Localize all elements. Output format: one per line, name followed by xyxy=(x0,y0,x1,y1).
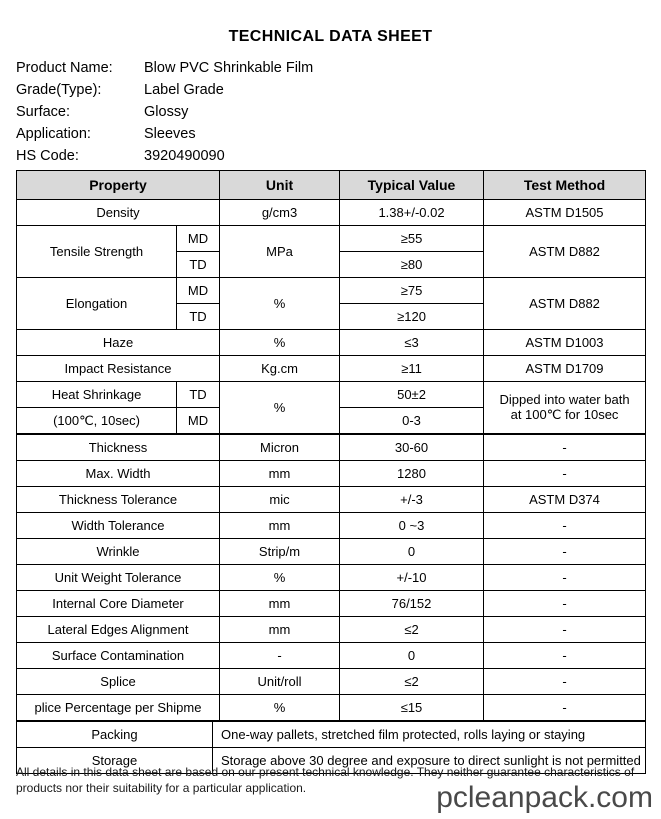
cell-sub-td-shrinkage: TD xyxy=(177,382,220,408)
cell-storage-value: Storage above 30 degree and exposure to direct sunlight is not permitted xyxy=(213,748,646,774)
cell-value: 0 xyxy=(340,643,484,669)
cell-value-density: 1.38+/-0.02 xyxy=(340,200,484,226)
page-title: TECHNICAL DATA SHEET xyxy=(228,28,433,45)
table-row xyxy=(17,487,646,513)
cell-value-impact: ≥11 xyxy=(340,356,484,382)
cell-value: ≤2 xyxy=(340,669,484,695)
meta-row-grade xyxy=(16,82,661,104)
cell-method: - xyxy=(484,591,646,617)
cell-sub-td-elongation: TD xyxy=(177,304,220,330)
meta-row-hs-code xyxy=(16,148,661,170)
cell-value: 0 ~3 xyxy=(340,513,484,539)
cell-unit: mm xyxy=(220,591,340,617)
cell-unit-elongation: % xyxy=(220,278,340,330)
cell-value-elongation-md: ≥75 xyxy=(340,278,484,304)
cell-method: - xyxy=(484,435,646,461)
table-row xyxy=(17,617,646,643)
cell-method-tensile: ASTM D882 xyxy=(484,226,646,278)
cell-value: 1280 xyxy=(340,461,484,487)
cell-unit-shrinkage: % xyxy=(220,382,340,434)
watermark-text: pcleanpack.com xyxy=(436,781,653,814)
table-row xyxy=(17,539,646,565)
table-row xyxy=(17,695,646,721)
cell-unit-haze: % xyxy=(220,330,340,356)
cell-property-haze: Haze xyxy=(17,330,220,356)
header-test-method: Test Method xyxy=(484,171,646,200)
cell-unit: mic xyxy=(220,487,340,513)
cell-property: Width Tolerance xyxy=(17,513,220,539)
cell-value-haze: ≤3 xyxy=(340,330,484,356)
cell-packing-label: Packing xyxy=(17,722,213,748)
cell-property: Thickness xyxy=(17,435,220,461)
cell-value: +/-10 xyxy=(340,565,484,591)
cell-unit: mm xyxy=(220,461,340,487)
table-row xyxy=(17,461,646,487)
table-row xyxy=(17,226,646,252)
cell-method-density: ASTM D1505 xyxy=(484,200,646,226)
cell-sub-md-tensile: MD xyxy=(177,226,220,252)
meta-label-product-name: Product Name: xyxy=(16,60,113,76)
cell-unit: Micron xyxy=(220,435,340,461)
table-row xyxy=(17,669,646,695)
cell-unit: Unit/roll xyxy=(220,669,340,695)
table-row xyxy=(17,513,646,539)
meta-row-product-name xyxy=(16,60,661,82)
cell-method-elongation: ASTM D882 xyxy=(484,278,646,330)
cell-sub-md-elongation: MD xyxy=(177,278,220,304)
table-row xyxy=(17,356,646,382)
table-row xyxy=(17,278,646,304)
cell-method: - xyxy=(484,617,646,643)
technical-data-sheet-page xyxy=(0,28,661,819)
cell-property-impact: Impact Resistance xyxy=(17,356,220,382)
cell-property: Max. Width xyxy=(17,461,220,487)
cell-method: - xyxy=(484,539,646,565)
cell-sub-td-tensile: TD xyxy=(177,252,220,278)
cell-storage-label: Storage xyxy=(17,748,213,774)
cell-property: Wrinkle xyxy=(17,539,220,565)
meta-label-surface: Surface: xyxy=(16,104,70,120)
cell-unit: % xyxy=(220,695,340,721)
table-row xyxy=(17,591,646,617)
cell-method-shrinkage xyxy=(484,382,646,434)
cell-unit-impact: Kg.cm xyxy=(220,356,340,382)
cell-property-heat-shrinkage: Heat Shrinkage xyxy=(17,382,177,408)
secondary-properties-table xyxy=(16,434,646,721)
meta-row-application xyxy=(16,126,661,148)
cell-unit: mm xyxy=(220,617,340,643)
meta-label-application: Application: xyxy=(16,126,91,142)
cell-method: - xyxy=(484,513,646,539)
table-row xyxy=(17,722,646,748)
properties-table xyxy=(16,170,646,434)
cell-unit: - xyxy=(220,643,340,669)
method-shrinkage-line2: at 100℃ for 10sec xyxy=(510,407,619,422)
cell-unit-density: g/cm3 xyxy=(220,200,340,226)
product-meta-block xyxy=(16,60,661,170)
cell-value-shrinkage-md: 0-3 xyxy=(340,408,484,434)
cell-value: 30-60 xyxy=(340,435,484,461)
cell-method-haze: ASTM D1003 xyxy=(484,330,646,356)
meta-value-grade: Label Grade xyxy=(144,82,224,98)
cell-method: - xyxy=(484,695,646,721)
cell-value: ≤2 xyxy=(340,617,484,643)
cell-unit: % xyxy=(220,565,340,591)
table-row xyxy=(17,330,646,356)
cell-value: ≤15 xyxy=(340,695,484,721)
cell-unit: Strip/m xyxy=(220,539,340,565)
table-row xyxy=(17,382,646,408)
cell-method: - xyxy=(484,565,646,591)
cell-unit-tensile: MPa xyxy=(220,226,340,278)
cell-property-heat-shrinkage-cond: (100℃, 10sec) xyxy=(17,408,177,434)
cell-method: - xyxy=(484,461,646,487)
table-row xyxy=(17,565,646,591)
table-header-row xyxy=(17,171,646,200)
method-shrinkage-line1: Dipped into water bath xyxy=(499,392,630,407)
cell-sub-md-shrinkage: MD xyxy=(177,408,220,434)
cell-property-density: Density xyxy=(17,200,220,226)
meta-value-product-name: Blow PVC Shrinkable Film xyxy=(144,60,314,76)
table-row xyxy=(17,435,646,461)
cell-value-shrinkage-td: 50±2 xyxy=(340,382,484,408)
meta-value-hs-code: 3920490090 xyxy=(144,148,225,164)
cell-packing-value: One-way pallets, stretched film protected, rolls laying or staying xyxy=(213,722,646,748)
cell-method: - xyxy=(484,643,646,669)
cell-value-tensile-md: ≥55 xyxy=(340,226,484,252)
cell-method: - xyxy=(484,669,646,695)
cell-value: +/-3 xyxy=(340,487,484,513)
cell-value-elongation-td: ≥120 xyxy=(340,304,484,330)
cell-property: Unit Weight Tolerance xyxy=(17,565,220,591)
cell-property: Lateral Edges Alignment xyxy=(17,617,220,643)
disclaimer-text: All details in this data sheet are based on our present technical knowledge. They neither guarantee characteristics of products nor their suitability for a particular application. xyxy=(16,765,635,795)
meta-value-application: Sleeves xyxy=(144,126,196,142)
header-unit: Unit xyxy=(220,171,340,200)
cell-value: 0 xyxy=(340,539,484,565)
cell-property: Internal Core Diameter xyxy=(17,591,220,617)
cell-property: Thickness Tolerance xyxy=(17,487,220,513)
meta-row-surface xyxy=(16,104,661,126)
cell-value-tensile-td: ≥80 xyxy=(340,252,484,278)
meta-label-grade: Grade(Type): xyxy=(16,82,102,98)
cell-property-tensile-strength: Tensile Strength xyxy=(17,226,177,278)
table-row xyxy=(17,200,646,226)
header-typical-value: Typical Value xyxy=(340,171,484,200)
cell-property: Surface Contamination xyxy=(17,643,220,669)
cell-value: 76/152 xyxy=(340,591,484,617)
cell-property-elongation: Elongation xyxy=(17,278,177,330)
header-property: Property xyxy=(17,171,220,200)
table-row xyxy=(17,643,646,669)
meta-value-surface: Glossy xyxy=(144,104,189,120)
cell-unit: mm xyxy=(220,513,340,539)
cell-method: ASTM D374 xyxy=(484,487,646,513)
meta-label-hs-code: HS Code: xyxy=(16,148,79,164)
cell-property: plice Percentage per Shipme xyxy=(17,695,220,721)
cell-property: Splice xyxy=(17,669,220,695)
cell-method-impact: ASTM D1709 xyxy=(484,356,646,382)
